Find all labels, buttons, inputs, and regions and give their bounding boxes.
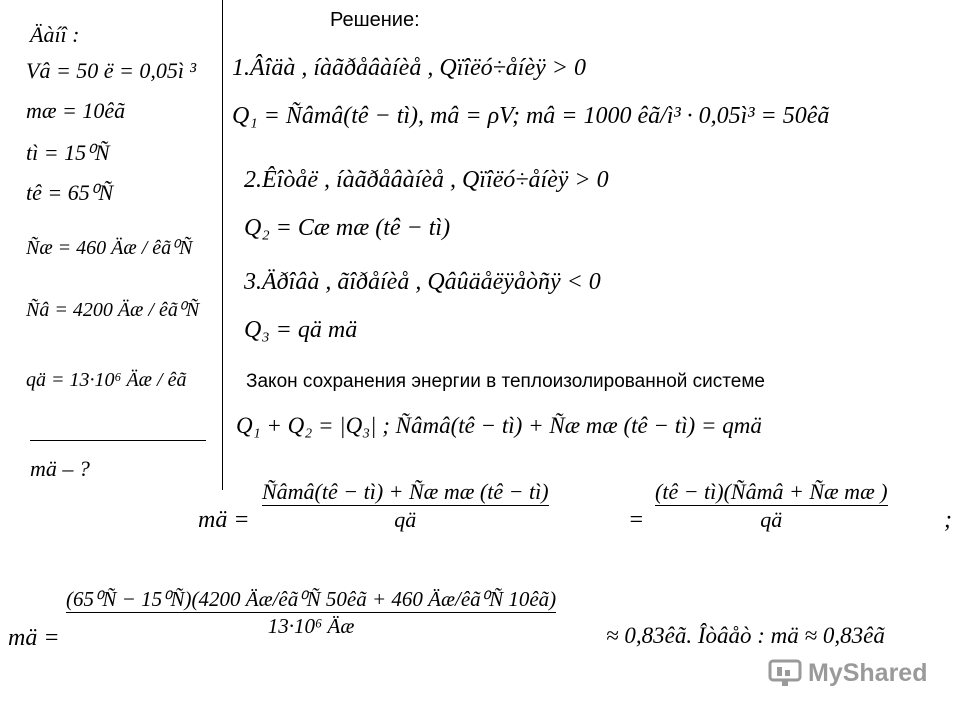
md-fraction-1 — [262, 480, 549, 531]
solution-heading: Решение: — [330, 9, 420, 31]
md-numerator-2: (tê − tì)(Ñâmâ + Ñæ mæ ) — [655, 479, 888, 504]
md-tail: ; — [944, 507, 952, 533]
given-line: mæ = 10êã — [26, 98, 126, 123]
final-fraction — [66, 588, 556, 637]
md-fraction-2 — [655, 480, 888, 531]
watermark-logo — [768, 658, 927, 688]
final-lhs: mä = — [8, 625, 60, 651]
given-line: tê = 65⁰Ñ — [26, 180, 114, 205]
step-2-formula: Q₂ = Cæ mæ (tê − tì) — [244, 215, 451, 241]
given-line: qä = 13·10⁶ Äæ / êã — [26, 369, 187, 391]
given-line: tì = 15⁰Ñ — [26, 140, 110, 165]
final-denominator: 13·10⁶ Äæ — [267, 614, 355, 639]
final-numerator: (65⁰Ñ − 15⁰Ñ)(4200 Äæ/êã⁰Ñ 50êã + 460 Äæ/êã⁰Ñ 10êã) — [66, 587, 557, 611]
step-3-title: 3.Äðîâà , ãîðåíèå , Qâûäåëÿåòñÿ < 0 — [244, 269, 601, 295]
md-numerator-1: Ñâmâ(tê − tì) + Ñæ mæ (tê − tì) — [262, 479, 549, 504]
md-denominator-1: qä — [394, 507, 417, 533]
watermark-text: MyShared — [808, 658, 928, 687]
final-result: ≈ 0,83êã. Îòâåò : mä ≈ 0,83êã — [606, 623, 885, 648]
fraction-bar — [66, 612, 556, 613]
conservation-label: Закон сохранения энергии в теплоизолированной системе — [246, 371, 765, 392]
balance-equation: Q₁ + Q₂ = |Q₃| ; Ñâmâ(tê − tì) + Ñæ mæ (tê − tì) = qmä — [236, 413, 762, 438]
fraction-bar — [655, 505, 888, 506]
presentation-icon — [768, 658, 802, 688]
md-lhs: mä = — [198, 507, 250, 533]
equals-sign: = — [628, 507, 645, 533]
step-2-title: 2.Êîòåë , íàãðåâàíèå , Qïîëó÷åíèÿ > 0 — [244, 167, 609, 193]
step-3-formula: Q₃ = qä mä — [244, 317, 358, 343]
given-line: Vâ = 50 ë = 0,05ì ³ — [26, 58, 197, 83]
given-line: Ñæ = 460 Äæ / êã⁰Ñ — [26, 237, 193, 259]
given-divider — [30, 440, 206, 441]
find-text: mä – ? — [30, 456, 90, 481]
step-1-formula: Q₁ = Ñâmâ(tê − tì), mâ = ρV; mâ = 1000 êã/ì³ · 0,05ì³ = 50êã — [232, 103, 830, 129]
step-1-title: 1.Âîäà , íàãðåâàíèå , Qïîëó÷åíèÿ > 0 — [232, 55, 586, 81]
column-divider — [222, 0, 223, 490]
given-line: Ñâ = 4200 Äæ / êã⁰Ñ — [26, 299, 200, 321]
fraction-bar — [262, 505, 549, 506]
given-header: Äàíî : — [30, 22, 80, 47]
md-denominator-2: qä — [760, 507, 783, 533]
